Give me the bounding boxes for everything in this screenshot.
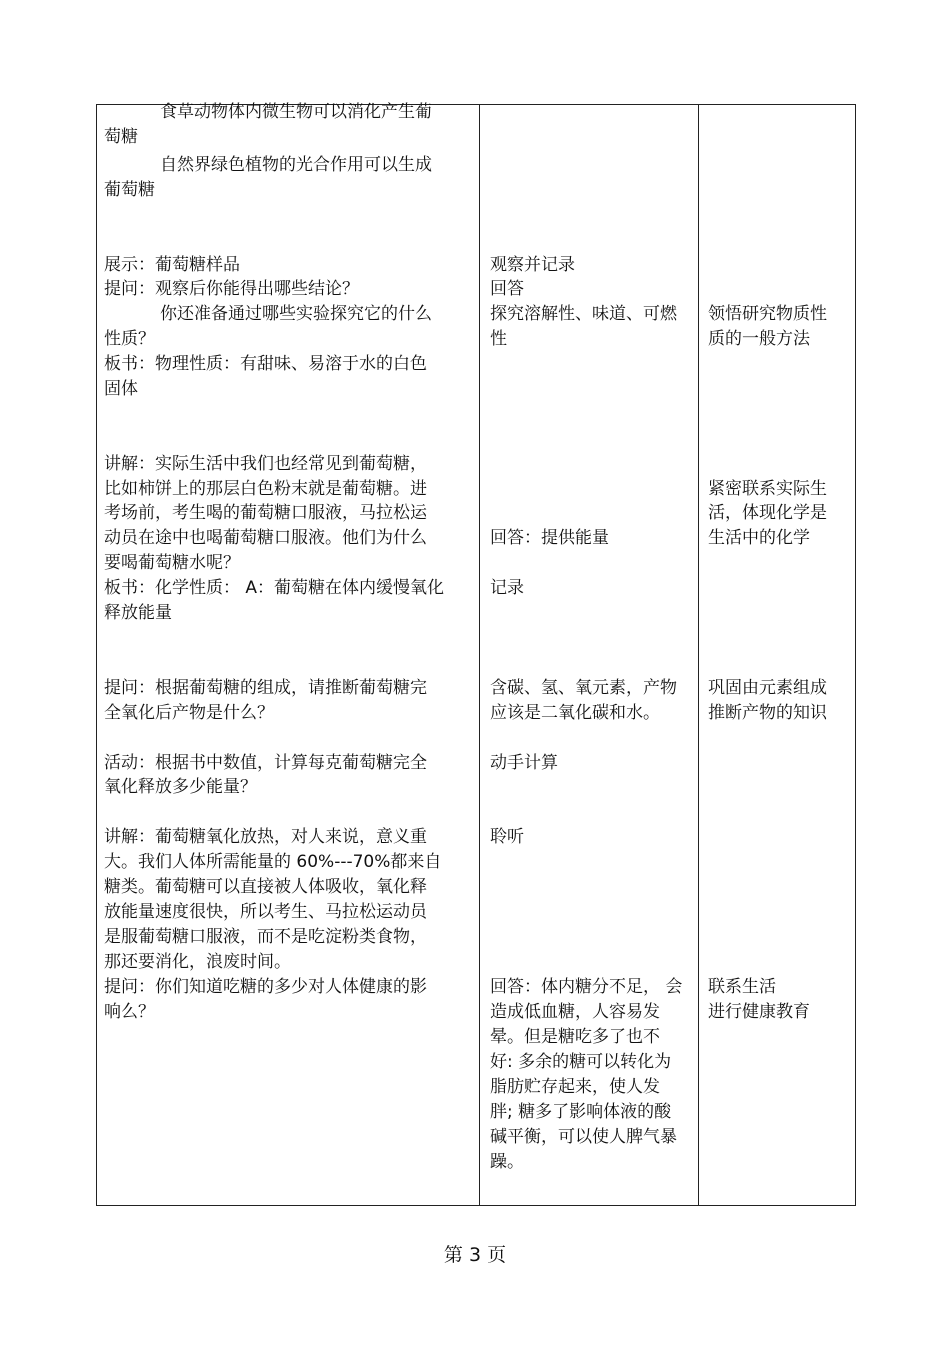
- student-text-line: 回答：提供能量: [490, 528, 609, 548]
- teacher-text-line: 那还要消化，浪废时间。: [104, 952, 291, 972]
- student-text-line: 回答：体内糖分不足， 会: [490, 977, 683, 997]
- teacher-text-line: 比如柿饼上的那层白色粉末就是葡萄糖。进: [104, 479, 427, 499]
- teacher-text-line: 响么？: [104, 1002, 155, 1022]
- page-number: 第 3 页: [443, 1244, 507, 1266]
- student-text-line: 性: [490, 329, 507, 349]
- intent-text-line: 联系生活: [708, 977, 776, 997]
- teacher-text-line: 葡萄糖: [104, 180, 155, 200]
- intent-text-line: 进行健康教育: [708, 1002, 810, 1022]
- column-divider-1: [479, 105, 480, 1205]
- teacher-text-line: 自然界绿色植物的光合作用可以生成: [160, 155, 432, 175]
- teacher-text-line: 萄糖: [104, 127, 138, 147]
- teacher-text-line: 氧化释放多少能量？: [104, 777, 257, 797]
- teacher-text-line: 讲解：实际生活中我们也经常见到葡萄糖，: [104, 454, 427, 474]
- teacher-text-line: 动员在途中也喝葡萄糖口服液。他们为什么: [104, 528, 427, 548]
- student-text-line: 晕。但是糖吃多了也不: [490, 1027, 660, 1047]
- student-text-line: 探究溶解性、味道、可燃: [490, 304, 677, 324]
- student-text-line: 胖; 糖多了影响体液的酸: [490, 1102, 672, 1122]
- teacher-text-line: 是服葡萄糖口服液，而不是吃淀粉类食物，: [104, 927, 427, 947]
- teacher-text-line: 讲解：葡萄糖氧化放热，对人来说，意义重: [104, 827, 427, 847]
- teacher-text-line: 板书：物理性质：有甜味、易溶于水的白色: [104, 354, 427, 374]
- student-text-line: 含碳、氢、氧元素，产物: [490, 678, 677, 698]
- intent-text-line: 巩固由元素组成: [708, 678, 827, 698]
- teacher-text-line: 活动：根据书中数值，计算每克葡萄糖完全: [104, 753, 427, 773]
- intent-text-line: 活，体现化学是: [708, 503, 827, 523]
- teacher-text-line: 你还准备通过哪些实验探究它的什么: [160, 304, 432, 324]
- teacher-text-line: 板书：化学性质： A：葡萄糖在体内缓慢氧化: [104, 578, 445, 598]
- student-text-line: 回答: [490, 279, 524, 299]
- student-text-line: 躁。: [490, 1152, 524, 1172]
- teacher-text-line: 考场前，考生喝的葡萄糖口服液，马拉松运: [104, 503, 427, 523]
- intent-text-line: 领悟研究物质性: [708, 304, 827, 324]
- teacher-text-line: 释放能量: [104, 603, 172, 623]
- teacher-text-line: 提问：根据葡萄糖的组成，请推断葡萄糖完: [104, 678, 427, 698]
- teacher-text-line: 展示：葡萄糖样品: [104, 255, 240, 275]
- teacher-text-line: 大。我们人体所需能量的 60%---70%都来自: [104, 852, 442, 872]
- student-text-line: 应该是二氧化碳和水。: [490, 703, 660, 723]
- teacher-text-line: 食草动物体内微生物可以消化产生葡: [160, 102, 432, 122]
- teacher-text-line: 性质？: [104, 329, 155, 349]
- teacher-text-line: 糖类。葡萄糖可以直接被人体吸收，氧化释: [104, 877, 427, 897]
- student-text-line: 好: 多余的糖可以转化为: [490, 1052, 672, 1072]
- teacher-text-line: 放能量速度很快，所以考生、马拉松运动员: [104, 902, 427, 922]
- student-text-line: 记录: [490, 578, 524, 598]
- intent-text-line: 推断产物的知识: [708, 703, 827, 723]
- student-text-line: 观察并记录: [490, 255, 575, 275]
- student-text-line: 碱平衡，可以使人脾气暴: [490, 1127, 677, 1147]
- student-text-line: 脂肪贮存起来，使人发: [490, 1077, 660, 1097]
- student-text-line: 动手计算: [490, 753, 558, 773]
- intent-text-line: 紧密联系实际生: [708, 479, 827, 499]
- teacher-text-line: 提问：你们知道吃糖的多少对人体健康的影: [104, 977, 427, 997]
- column-divider-2: [698, 105, 699, 1205]
- teacher-text-line: 固体: [104, 379, 138, 399]
- intent-text-line: 生活中的化学: [708, 528, 810, 548]
- teacher-text-line: 要喝葡萄糖水呢？: [104, 553, 240, 573]
- teacher-text-line: 提问：观察后你能得出哪些结论？: [104, 279, 359, 299]
- teacher-text-line: 全氧化后产物是什么？: [104, 703, 274, 723]
- intent-text-line: 质的一般方法: [708, 329, 810, 349]
- student-text-line: 造成低血糖，人容易发: [490, 1002, 660, 1022]
- student-text-line: 聆听: [490, 827, 524, 847]
